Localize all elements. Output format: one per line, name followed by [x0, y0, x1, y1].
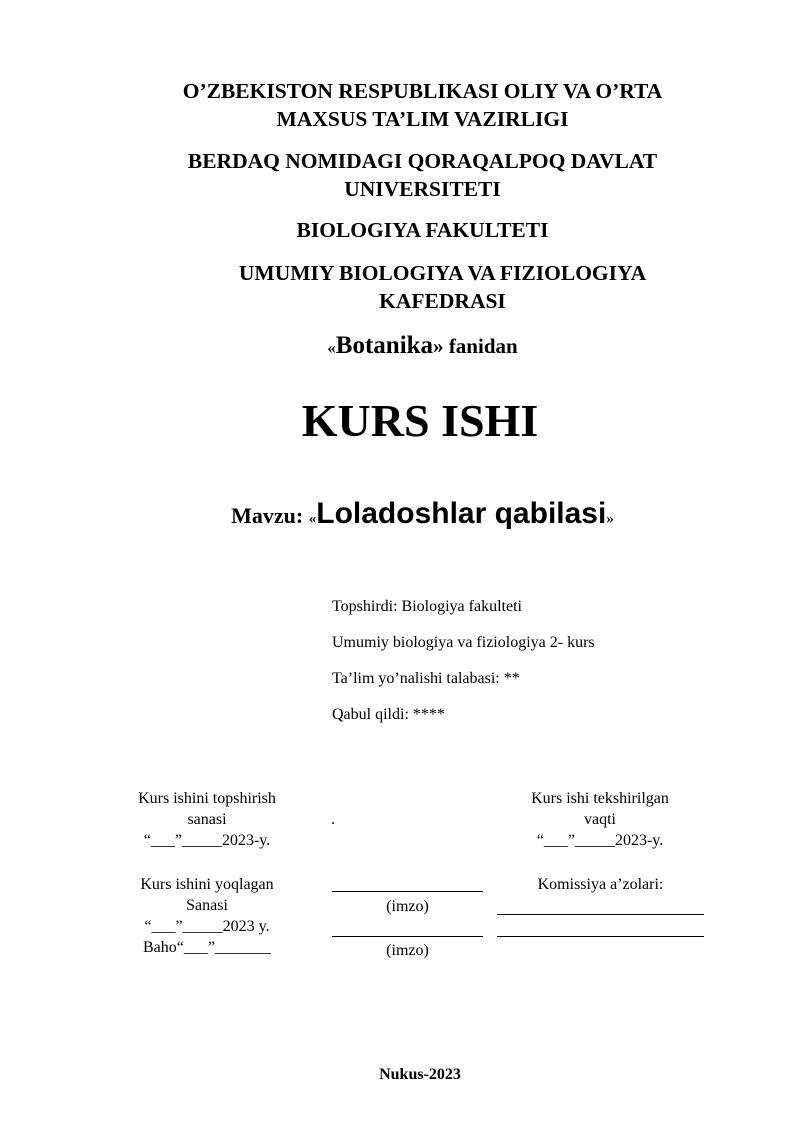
grade-blank: Baho“___”_______ — [143, 939, 271, 956]
topic-open-quote: « — [308, 511, 317, 527]
checked-date-block — [500, 788, 700, 851]
accepted-by: Qabul qildi: **** — [332, 706, 445, 723]
department-line-1: UMUMIY BIOLOGIYA VA FIZIOLOGIYA — [238, 261, 647, 285]
signature-line-1 — [332, 891, 483, 892]
separator-dot: . — [331, 811, 335, 828]
course-info: Umumiy biologiya va fiziologiya 2- kurs — [332, 634, 595, 651]
defended-label-1: Kurs ishini yoqlagan — [140, 876, 274, 893]
submit-date-block — [107, 788, 307, 851]
signature-caption-1: (imzo) — [386, 898, 429, 915]
defended-label-2: Sanasi — [186, 897, 228, 914]
university-line-2: UNIVERSITETI — [344, 177, 501, 201]
ministry-line-1: O’ZBEKISTON RESPUBLIKASI OLIY VA O’RTA — [182, 79, 663, 103]
submit-date-blank: “___”_____2023-y. — [143, 832, 271, 849]
commission-line-1 — [497, 914, 704, 915]
checked-date-label-1: Kurs ishi tekshirilgan — [531, 790, 669, 807]
topic-label: Mavzu: — [231, 503, 309, 528]
university-heading — [0, 147, 800, 203]
document-title: KURS ISHI — [301, 395, 539, 446]
subject-close-quote: » — [433, 334, 444, 358]
topic-name: Loladoshlar qabilasi — [316, 497, 607, 530]
topic-line — [0, 494, 800, 539]
department-heading — [0, 259, 800, 315]
subject-name: Botanika — [335, 332, 434, 359]
faculty-heading: BIOLOGIYA FAKULTETI — [296, 218, 549, 242]
ministry-heading — [0, 77, 800, 133]
commission-line-2 — [497, 936, 704, 937]
department-line-2: KAFEDRASI — [379, 289, 506, 313]
submit-date-label-2: sanasi — [187, 811, 227, 828]
checked-date-label-2: vaqti — [584, 811, 616, 828]
place-year: Nukus-2023 — [379, 1066, 461, 1083]
commission-label: Komissiya a’zolari: — [537, 876, 664, 893]
defended-date-blank: “___”_____2023 y. — [144, 918, 270, 935]
defense-block — [107, 874, 307, 958]
subject-suffix: fanidan — [443, 334, 518, 358]
subject-line — [0, 330, 800, 364]
topic-close-quote: » — [606, 511, 614, 527]
student-info — [332, 589, 595, 733]
student-role: Ta’lim yo’nalishi talabasi: ** — [332, 670, 520, 687]
subject-open-quote: « — [327, 338, 336, 357]
checked-date-blank: “___”_____2023-y. — [536, 832, 664, 849]
submit-date-label-1: Kurs ishini topshirish — [138, 790, 276, 807]
submitted-by: Topshirdi: Biologiya fakulteti — [332, 598, 522, 615]
university-line-1: BERDAQ NOMIDAGI QORAQALPOQ DAVLAT — [187, 149, 658, 173]
signature-caption-2: (imzo) — [386, 942, 429, 959]
ministry-line-2: MAXSUS TA’LIM VAZIRLIGI — [276, 107, 569, 131]
signature-line-2 — [332, 936, 483, 937]
